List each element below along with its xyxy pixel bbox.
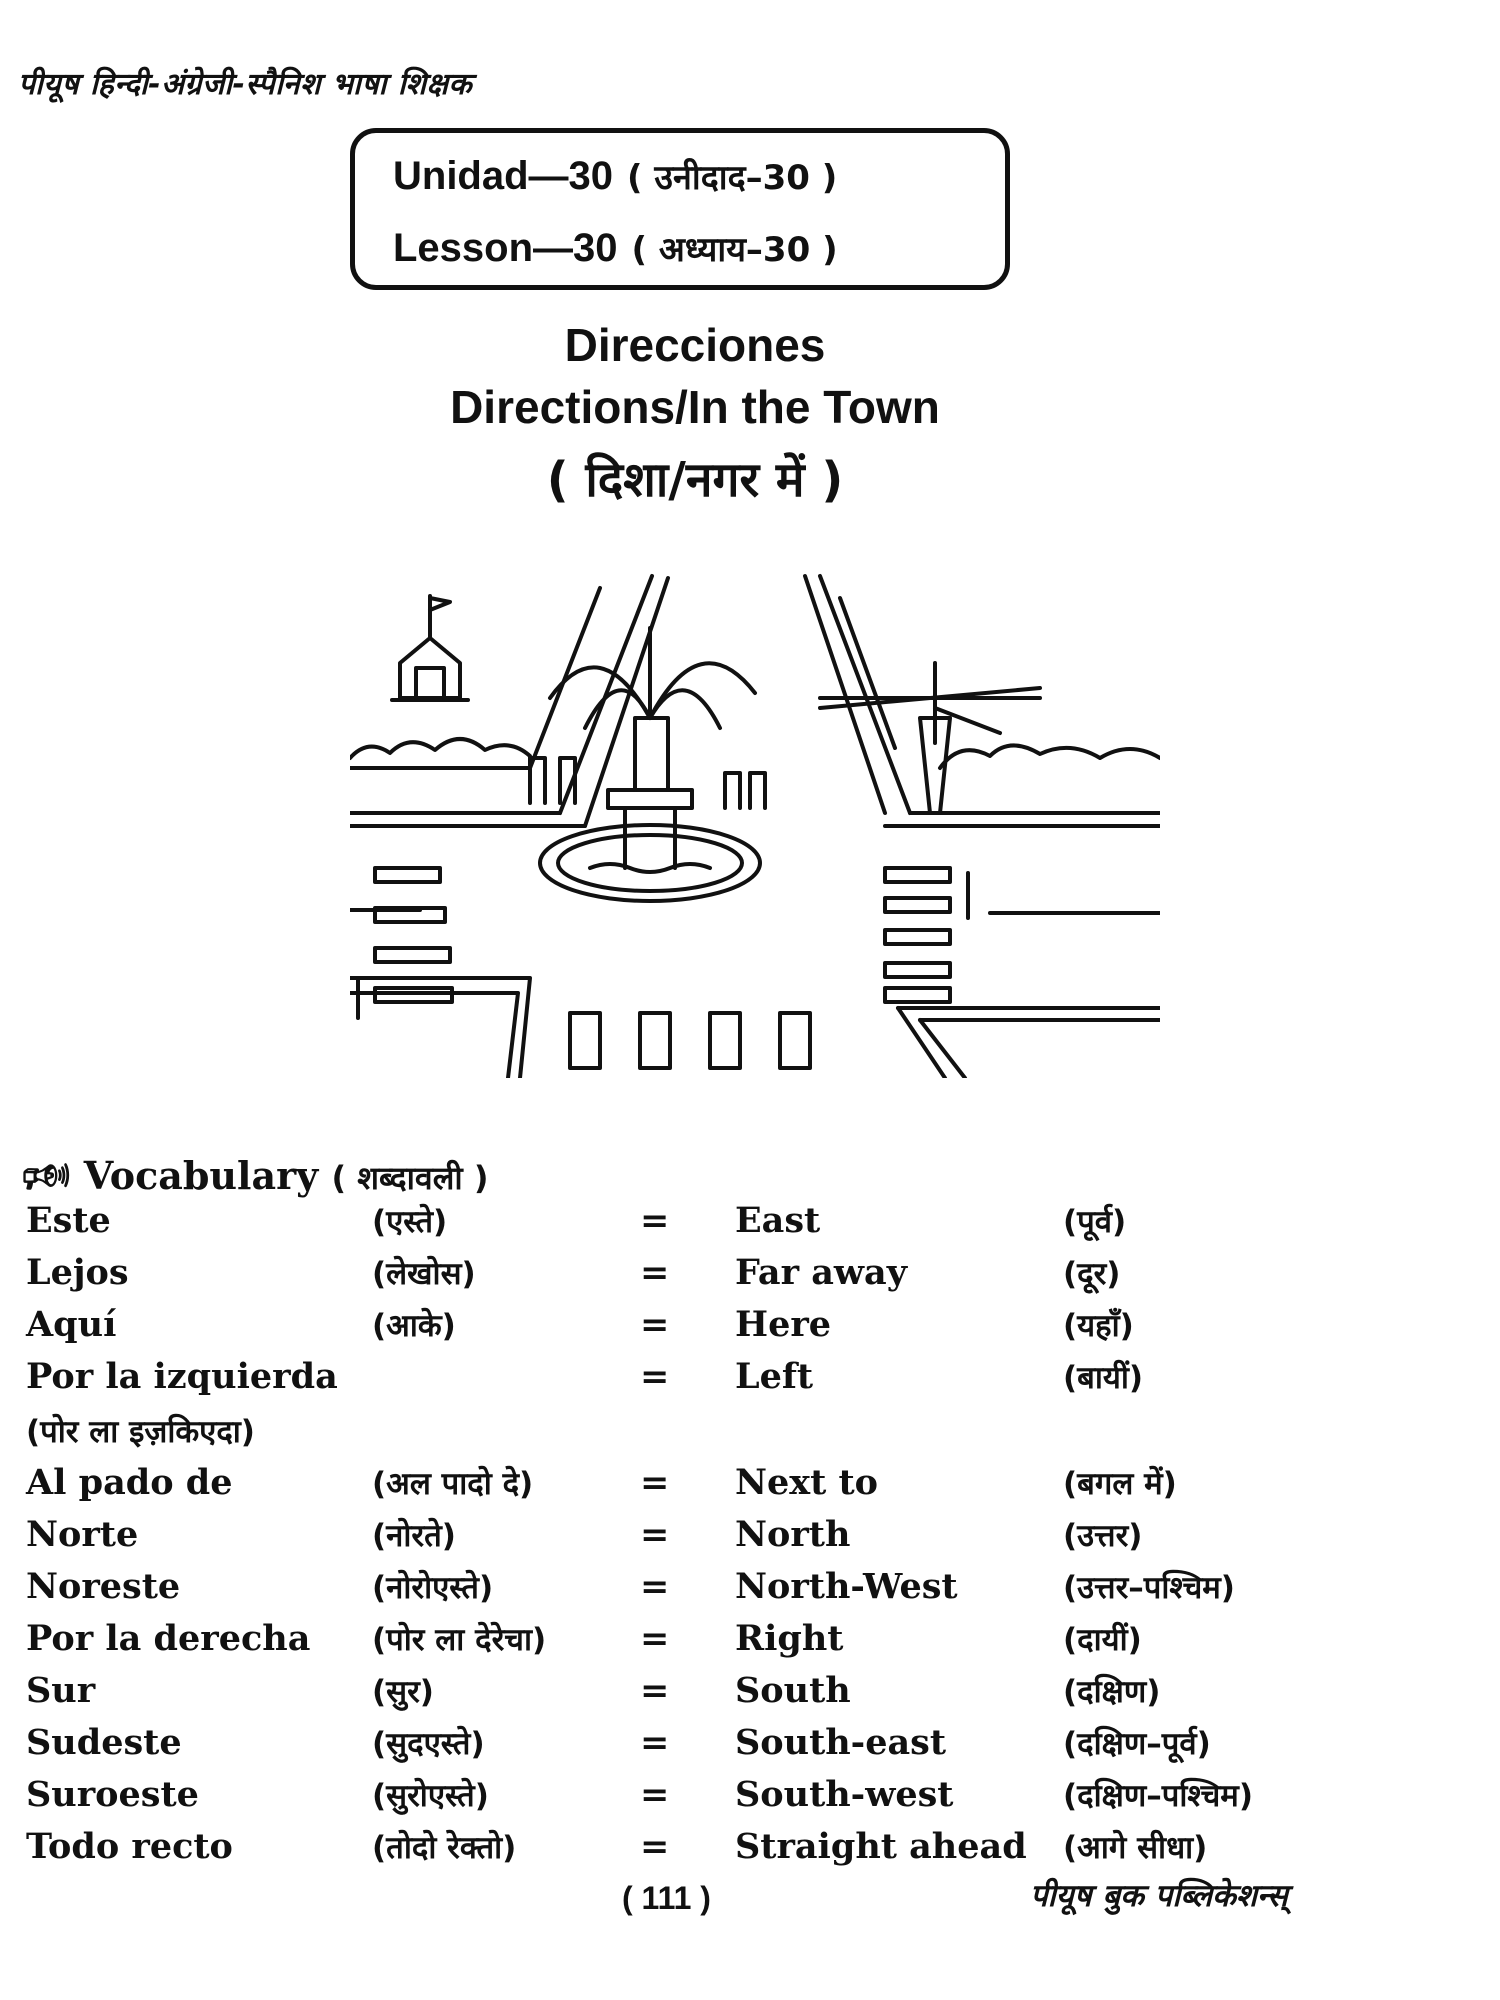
hindi-word: (उत्तर)	[1063, 1518, 1143, 1554]
english-word: Straight ahead	[735, 1826, 1027, 1867]
english-word: North	[735, 1514, 851, 1555]
english-word: Right	[735, 1618, 844, 1659]
pronunciation: (अल पादो दे)	[372, 1466, 534, 1502]
vocabulary-heading-label: Vocabulary	[83, 1153, 319, 1198]
equals-sign: =	[640, 1462, 670, 1503]
spanish-word: Este	[26, 1200, 111, 1241]
publisher-name: पीयूष बुक पब्लिकेशन्स्	[1030, 1878, 1288, 1914]
unit-label: Unidad—30	[393, 154, 614, 198]
vocab-row	[0, 1200, 1500, 1250]
pronunciation: (सुदएस्ते)	[372, 1726, 485, 1762]
hindi-word: (पूर्व)	[1063, 1204, 1127, 1240]
equals-sign: =	[640, 1200, 670, 1241]
hindi-word: (दक्षिण)	[1063, 1674, 1161, 1710]
title-english: Directions/In the Town	[450, 381, 940, 433]
unit-hindi: ( उनीदाद–30 )	[627, 158, 838, 198]
title-hindi: ( दिशा/नगर में )	[546, 452, 844, 508]
english-word: East	[735, 1200, 821, 1241]
english-word: Left	[735, 1356, 814, 1397]
hindi-word: (दूर)	[1063, 1256, 1121, 1292]
speaker-icon: 🕬	[22, 1153, 71, 1198]
vocab-row	[0, 1252, 1500, 1302]
hindi-word: (दक्षिण–पश्चिम)	[1063, 1778, 1254, 1814]
vocab-row	[0, 1670, 1500, 1720]
equals-sign: =	[640, 1252, 670, 1293]
pronunciation: (आके)	[372, 1308, 456, 1344]
pronunciation: (नोरोएस्ते)	[372, 1570, 494, 1606]
unit-line	[393, 153, 837, 199]
equals-sign: =	[640, 1304, 670, 1345]
equals-sign: =	[640, 1722, 670, 1763]
pronunciation: (सुरोएस्ते)	[372, 1778, 489, 1814]
spanish-word: Noreste	[26, 1566, 181, 1607]
pronunciation: (लेखोस)	[372, 1256, 476, 1292]
lesson-label: Lesson—30	[393, 226, 618, 270]
spanish-word: Al pado de	[26, 1462, 233, 1503]
spanish-word: Todo recto	[26, 1826, 233, 1867]
pronunciation: (पोर ला देरेचा)	[372, 1622, 547, 1658]
english-word: Next to	[735, 1462, 878, 1503]
spanish-word: Suroeste	[26, 1774, 199, 1815]
english-word: Far away	[735, 1252, 908, 1293]
hindi-word: (आगे सीधा)	[1063, 1830, 1208, 1866]
english-word: South-west	[735, 1774, 954, 1815]
english-word: North-West	[735, 1566, 958, 1607]
equals-sign: =	[640, 1618, 670, 1659]
equals-sign: =	[640, 1566, 670, 1607]
windmill-illustration	[820, 663, 1040, 813]
hindi-word: (दक्षिण–पूर्व)	[1063, 1726, 1211, 1762]
pronunciation: (एस्ते)	[372, 1204, 448, 1240]
spanish-word: Lejos	[26, 1252, 129, 1293]
equals-sign: =	[640, 1670, 670, 1711]
spanish-word: Por la derecha	[26, 1618, 311, 1659]
equals-sign: =	[640, 1356, 670, 1397]
spanish-word: Por la izquierda	[26, 1356, 338, 1397]
izquierda-pronunciation: (पोर ला इज़किएदा)	[26, 1414, 255, 1450]
town-crossroads-illustration	[350, 568, 1160, 1078]
vocab-row	[0, 1304, 1500, 1354]
english-word: South	[735, 1670, 851, 1711]
lesson-line	[393, 225, 838, 271]
hindi-word: (उत्तर–पश्चिम)	[1063, 1570, 1235, 1606]
equals-sign: =	[640, 1514, 670, 1555]
title-spanish: Direcciones	[564, 319, 826, 371]
equals-sign: =	[640, 1774, 670, 1815]
hindi-word: (बगल में)	[1063, 1466, 1177, 1502]
hindi-word: (दायीं)	[1063, 1622, 1142, 1658]
pronunciation: (नोरते)	[372, 1518, 456, 1554]
lesson-hindi: ( अध्याय–30 )	[631, 230, 838, 270]
vocab-row	[0, 1514, 1500, 1564]
english-word: South-east	[735, 1722, 947, 1763]
page-number: ( 111 )	[622, 1880, 711, 1916]
vocab-row	[0, 1774, 1500, 1824]
spanish-word: Norte	[26, 1514, 139, 1555]
vocabulary-heading-hindi: ( शब्दावली )	[331, 1159, 489, 1197]
vocab-row	[0, 1618, 1500, 1668]
equals-sign: =	[640, 1826, 670, 1867]
vocab-row	[0, 1462, 1500, 1512]
temple-illustration	[392, 596, 468, 700]
vocab-row	[0, 1566, 1500, 1616]
running-header: पीयूष हिन्दी-अंग्रेजी-स्पैनिश भाषा शिक्षक	[18, 67, 473, 102]
pronunciation: (तोदो रेक्तो)	[372, 1830, 517, 1866]
vocab-row	[0, 1722, 1500, 1772]
hindi-word: (बायीं)	[1063, 1360, 1144, 1396]
vocab-row	[0, 1356, 1500, 1406]
spanish-word: Sudeste	[26, 1722, 182, 1763]
vocab-row	[0, 1826, 1500, 1876]
hindi-word: (यहाँ)	[1063, 1308, 1134, 1344]
lesson-box	[350, 128, 1010, 290]
english-word: Here	[735, 1304, 832, 1345]
spanish-word: Aquí	[26, 1304, 117, 1345]
pronunciation: (सुर)	[372, 1674, 434, 1710]
spanish-word: Sur	[26, 1670, 96, 1711]
